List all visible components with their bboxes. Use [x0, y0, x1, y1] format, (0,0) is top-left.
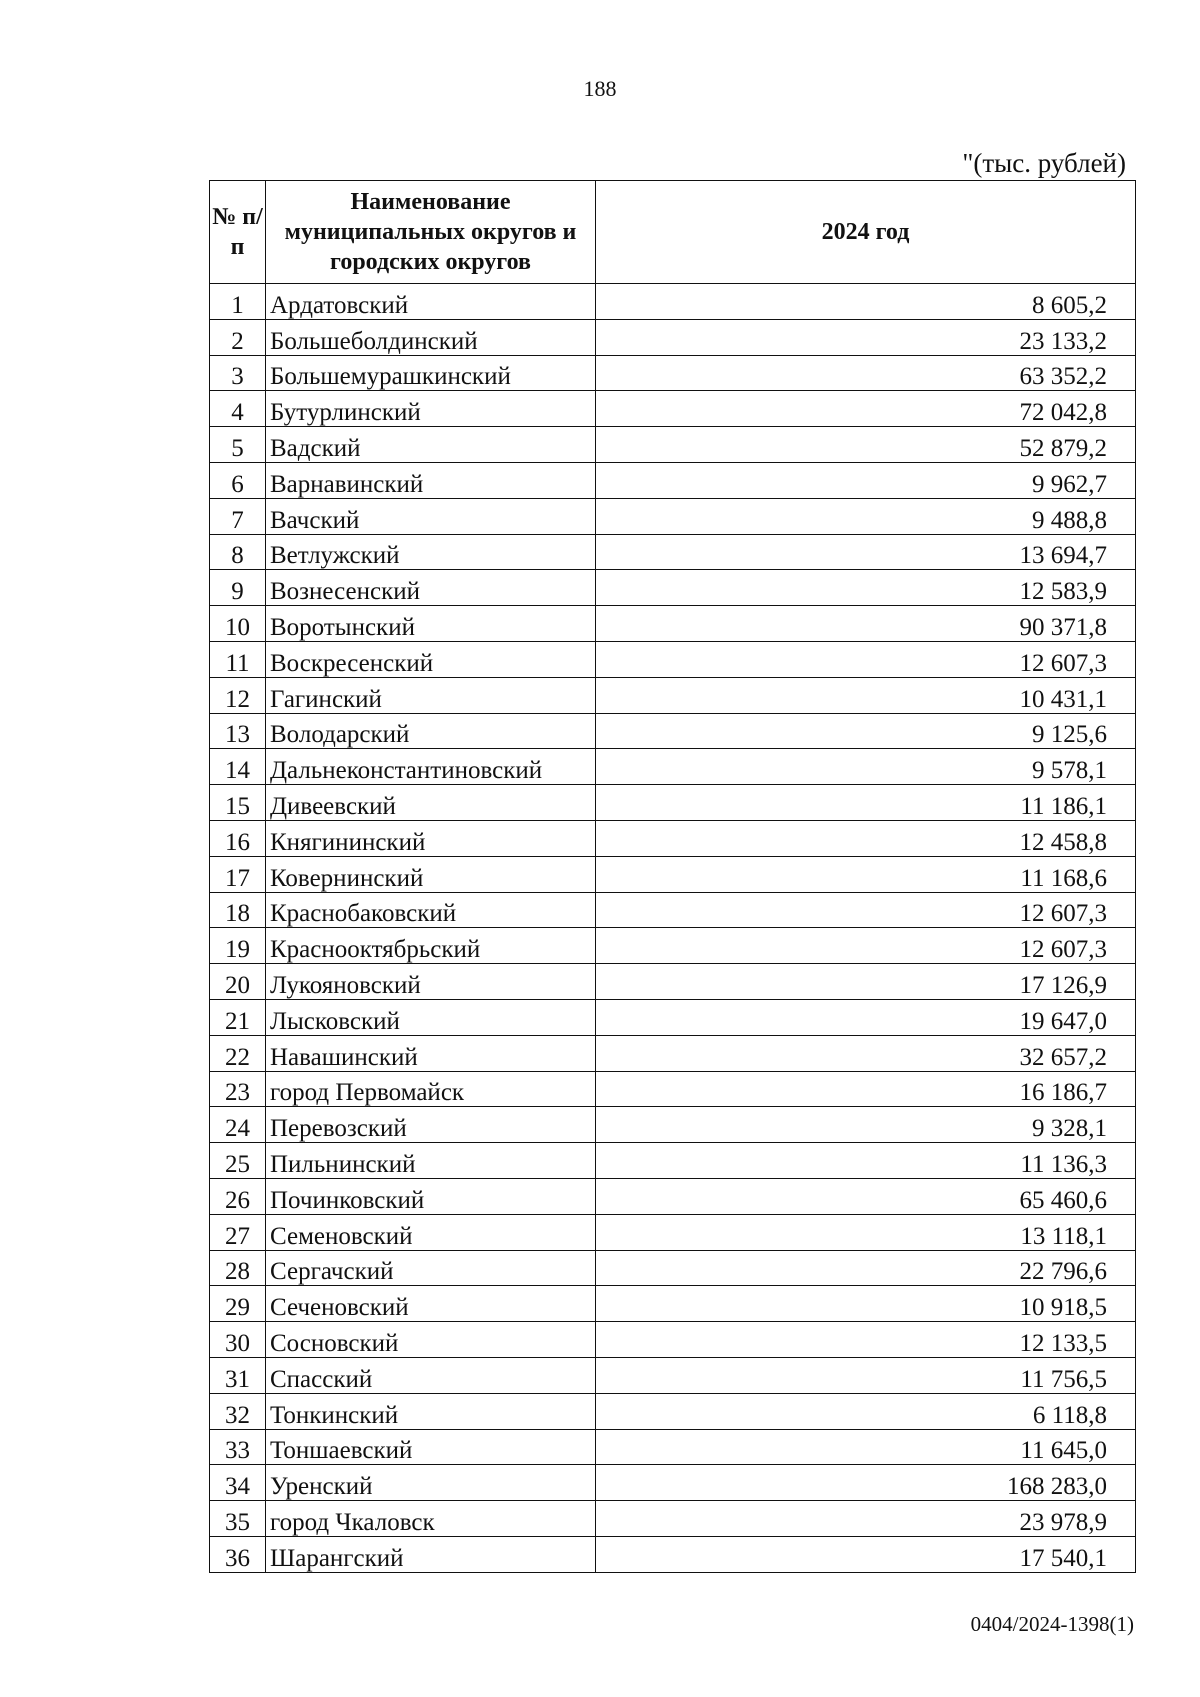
table-row: [210, 641, 1136, 677]
amount-cell: 12 583,9: [596, 570, 1136, 606]
table-row: [210, 1429, 1136, 1465]
amount-cell: 11 136,3: [596, 1143, 1136, 1179]
row-number-cell: 16: [210, 820, 266, 856]
district-name-cell: Сеченовский: [266, 1286, 596, 1322]
amount-cell: 168 283,0: [596, 1465, 1136, 1501]
row-number-cell: 27: [210, 1214, 266, 1250]
row-number-cell: 5: [210, 427, 266, 463]
amount-cell: 9 125,6: [596, 713, 1136, 749]
table-row: [210, 677, 1136, 713]
row-number-cell: 34: [210, 1465, 266, 1501]
district-name-cell: Ардатовский: [266, 284, 596, 320]
amount-cell: 12 607,3: [596, 928, 1136, 964]
table-row: [210, 999, 1136, 1035]
district-name-cell: Сергачский: [266, 1250, 596, 1286]
amount-cell: 10 431,1: [596, 677, 1136, 713]
district-name-cell: Большеболдинский: [266, 319, 596, 355]
district-name-cell: Навашинский: [266, 1035, 596, 1071]
amount-cell: 8 605,2: [596, 284, 1136, 320]
table-row: [210, 427, 1136, 463]
row-number-cell: 29: [210, 1286, 266, 1322]
amount-cell: 65 460,6: [596, 1178, 1136, 1214]
district-name-cell: Краснобаковский: [266, 892, 596, 928]
district-name-cell: Семеновский: [266, 1214, 596, 1250]
amount-cell: 90 371,8: [596, 606, 1136, 642]
amount-cell: 12 458,8: [596, 820, 1136, 856]
row-number-cell: 14: [210, 749, 266, 785]
table-row: [210, 713, 1136, 749]
district-name-cell: Вачский: [266, 498, 596, 534]
row-number-cell: 4: [210, 391, 266, 427]
district-name-cell: Тонкинский: [266, 1393, 596, 1429]
row-number-cell: 7: [210, 498, 266, 534]
header-name: Наименование муниципальных округов и городских округов: [266, 181, 596, 284]
table-row: [210, 1214, 1136, 1250]
district-name-cell: Ветлужский: [266, 534, 596, 570]
table-row: [210, 606, 1136, 642]
table-row: [210, 1393, 1136, 1429]
row-number-cell: 18: [210, 892, 266, 928]
district-name-cell: город Первомайск: [266, 1071, 596, 1107]
amount-cell: 6 118,8: [596, 1393, 1136, 1429]
amount-cell: 11 168,6: [596, 856, 1136, 892]
district-name-cell: Лукояновский: [266, 964, 596, 1000]
district-name-cell: Шарангский: [266, 1536, 596, 1572]
table-row: [210, 749, 1136, 785]
document-code: 0404/2024-1398(1): [970, 1612, 1134, 1636]
amount-cell: 11 645,0: [596, 1429, 1136, 1465]
amount-cell: 11 186,1: [596, 785, 1136, 821]
row-number-cell: 32: [210, 1393, 266, 1429]
table-row: [210, 928, 1136, 964]
amount-cell: 22 796,6: [596, 1250, 1136, 1286]
amount-cell: 19 647,0: [596, 999, 1136, 1035]
table-row: [210, 1322, 1136, 1358]
district-name-cell: Вознесенский: [266, 570, 596, 606]
row-number-cell: 35: [210, 1501, 266, 1537]
table-row: [210, 1107, 1136, 1143]
amount-cell: 12 607,3: [596, 892, 1136, 928]
district-name-cell: город Чкаловск: [266, 1501, 596, 1537]
district-name-cell: Воротынский: [266, 606, 596, 642]
district-name-cell: Дальнеконстантиновский: [266, 749, 596, 785]
row-number-cell: 36: [210, 1536, 266, 1572]
district-name-cell: Сосновский: [266, 1322, 596, 1358]
amount-cell: 23 133,2: [596, 319, 1136, 355]
district-name-cell: Княгининский: [266, 820, 596, 856]
district-name-cell: Бутурлинский: [266, 391, 596, 427]
table-body: [210, 284, 1136, 1573]
table-row: [210, 1250, 1136, 1286]
table-row: [210, 1536, 1136, 1572]
row-number-cell: 3: [210, 355, 266, 391]
district-name-cell: Спасский: [266, 1357, 596, 1393]
row-number-cell: 25: [210, 1143, 266, 1179]
row-number-cell: 1: [210, 284, 266, 320]
district-name-cell: Уренский: [266, 1465, 596, 1501]
district-name-cell: Вадский: [266, 427, 596, 463]
amount-cell: 13 694,7: [596, 534, 1136, 570]
table-row: [210, 1143, 1136, 1179]
row-number-cell: 30: [210, 1322, 266, 1358]
table-row: [210, 1357, 1136, 1393]
table-row: [210, 498, 1136, 534]
row-number-cell: 6: [210, 462, 266, 498]
district-name-cell: Лысковский: [266, 999, 596, 1035]
district-name-cell: Пильнинский: [266, 1143, 596, 1179]
amount-cell: 12 607,3: [596, 641, 1136, 677]
header-year: 2024 год: [596, 181, 1136, 284]
row-number-cell: 11: [210, 641, 266, 677]
row-number-cell: 23: [210, 1071, 266, 1107]
amount-cell: 17 540,1: [596, 1536, 1136, 1572]
amount-cell: 9 962,7: [596, 462, 1136, 498]
district-name-cell: Большемурашкинский: [266, 355, 596, 391]
amount-cell: 9 578,1: [596, 749, 1136, 785]
row-number-cell: 26: [210, 1178, 266, 1214]
table-row: [210, 570, 1136, 606]
table-row: [210, 1035, 1136, 1071]
amount-cell: 52 879,2: [596, 427, 1136, 463]
amount-cell: 9 328,1: [596, 1107, 1136, 1143]
table-row: [210, 1178, 1136, 1214]
district-name-cell: Ковернинский: [266, 856, 596, 892]
table-row: [210, 391, 1136, 427]
table-row: [210, 355, 1136, 391]
amount-cell: 12 133,5: [596, 1322, 1136, 1358]
district-name-cell: Тоншаевский: [266, 1429, 596, 1465]
unit-label: "(тыс. рублей): [962, 148, 1126, 178]
row-number-cell: 17: [210, 856, 266, 892]
amount-cell: 17 126,9: [596, 964, 1136, 1000]
row-number-cell: 31: [210, 1357, 266, 1393]
table-row: [210, 856, 1136, 892]
amount-cell: 72 042,8: [596, 391, 1136, 427]
table-row: [210, 820, 1136, 856]
row-number-cell: 20: [210, 964, 266, 1000]
table-row: [210, 534, 1136, 570]
header-num: № п/п: [210, 181, 266, 284]
district-name-cell: Варнавинский: [266, 462, 596, 498]
district-name-cell: Перевозский: [266, 1107, 596, 1143]
row-number-cell: 2: [210, 319, 266, 355]
amount-cell: 11 756,5: [596, 1357, 1136, 1393]
table-row: [210, 785, 1136, 821]
amount-cell: 9 488,8: [596, 498, 1136, 534]
district-name-cell: Володарский: [266, 713, 596, 749]
table-row: [210, 1071, 1136, 1107]
row-number-cell: 22: [210, 1035, 266, 1071]
table-row: [210, 892, 1136, 928]
table-row: [210, 964, 1136, 1000]
table-row: [210, 284, 1136, 320]
amount-cell: 16 186,7: [596, 1071, 1136, 1107]
district-name-cell: Воскресенский: [266, 641, 596, 677]
row-number-cell: 9: [210, 570, 266, 606]
row-number-cell: 12: [210, 677, 266, 713]
amount-cell: 23 978,9: [596, 1501, 1136, 1537]
district-name-cell: Краснооктябрьский: [266, 928, 596, 964]
page-number: 188: [583, 76, 617, 101]
row-number-cell: 24: [210, 1107, 266, 1143]
row-number-cell: 28: [210, 1250, 266, 1286]
table-row: [210, 1501, 1136, 1537]
row-number-cell: 21: [210, 999, 266, 1035]
amount-cell: 10 918,5: [596, 1286, 1136, 1322]
amount-cell: 63 352,2: [596, 355, 1136, 391]
amount-cell: 32 657,2: [596, 1035, 1136, 1071]
row-number-cell: 13: [210, 713, 266, 749]
table-row: [210, 1286, 1136, 1322]
row-number-cell: 10: [210, 606, 266, 642]
budget-table: [209, 180, 1136, 1573]
table-row: [210, 319, 1136, 355]
row-number-cell: 19: [210, 928, 266, 964]
row-number-cell: 33: [210, 1429, 266, 1465]
district-name-cell: Гагинский: [266, 677, 596, 713]
table-row: [210, 1465, 1136, 1501]
table-row: [210, 462, 1136, 498]
row-number-cell: 8: [210, 534, 266, 570]
amount-cell: 13 118,1: [596, 1214, 1136, 1250]
row-number-cell: 15: [210, 785, 266, 821]
district-name-cell: Дивеевский: [266, 785, 596, 821]
table-header-row: [210, 181, 1136, 284]
district-name-cell: Починковский: [266, 1178, 596, 1214]
